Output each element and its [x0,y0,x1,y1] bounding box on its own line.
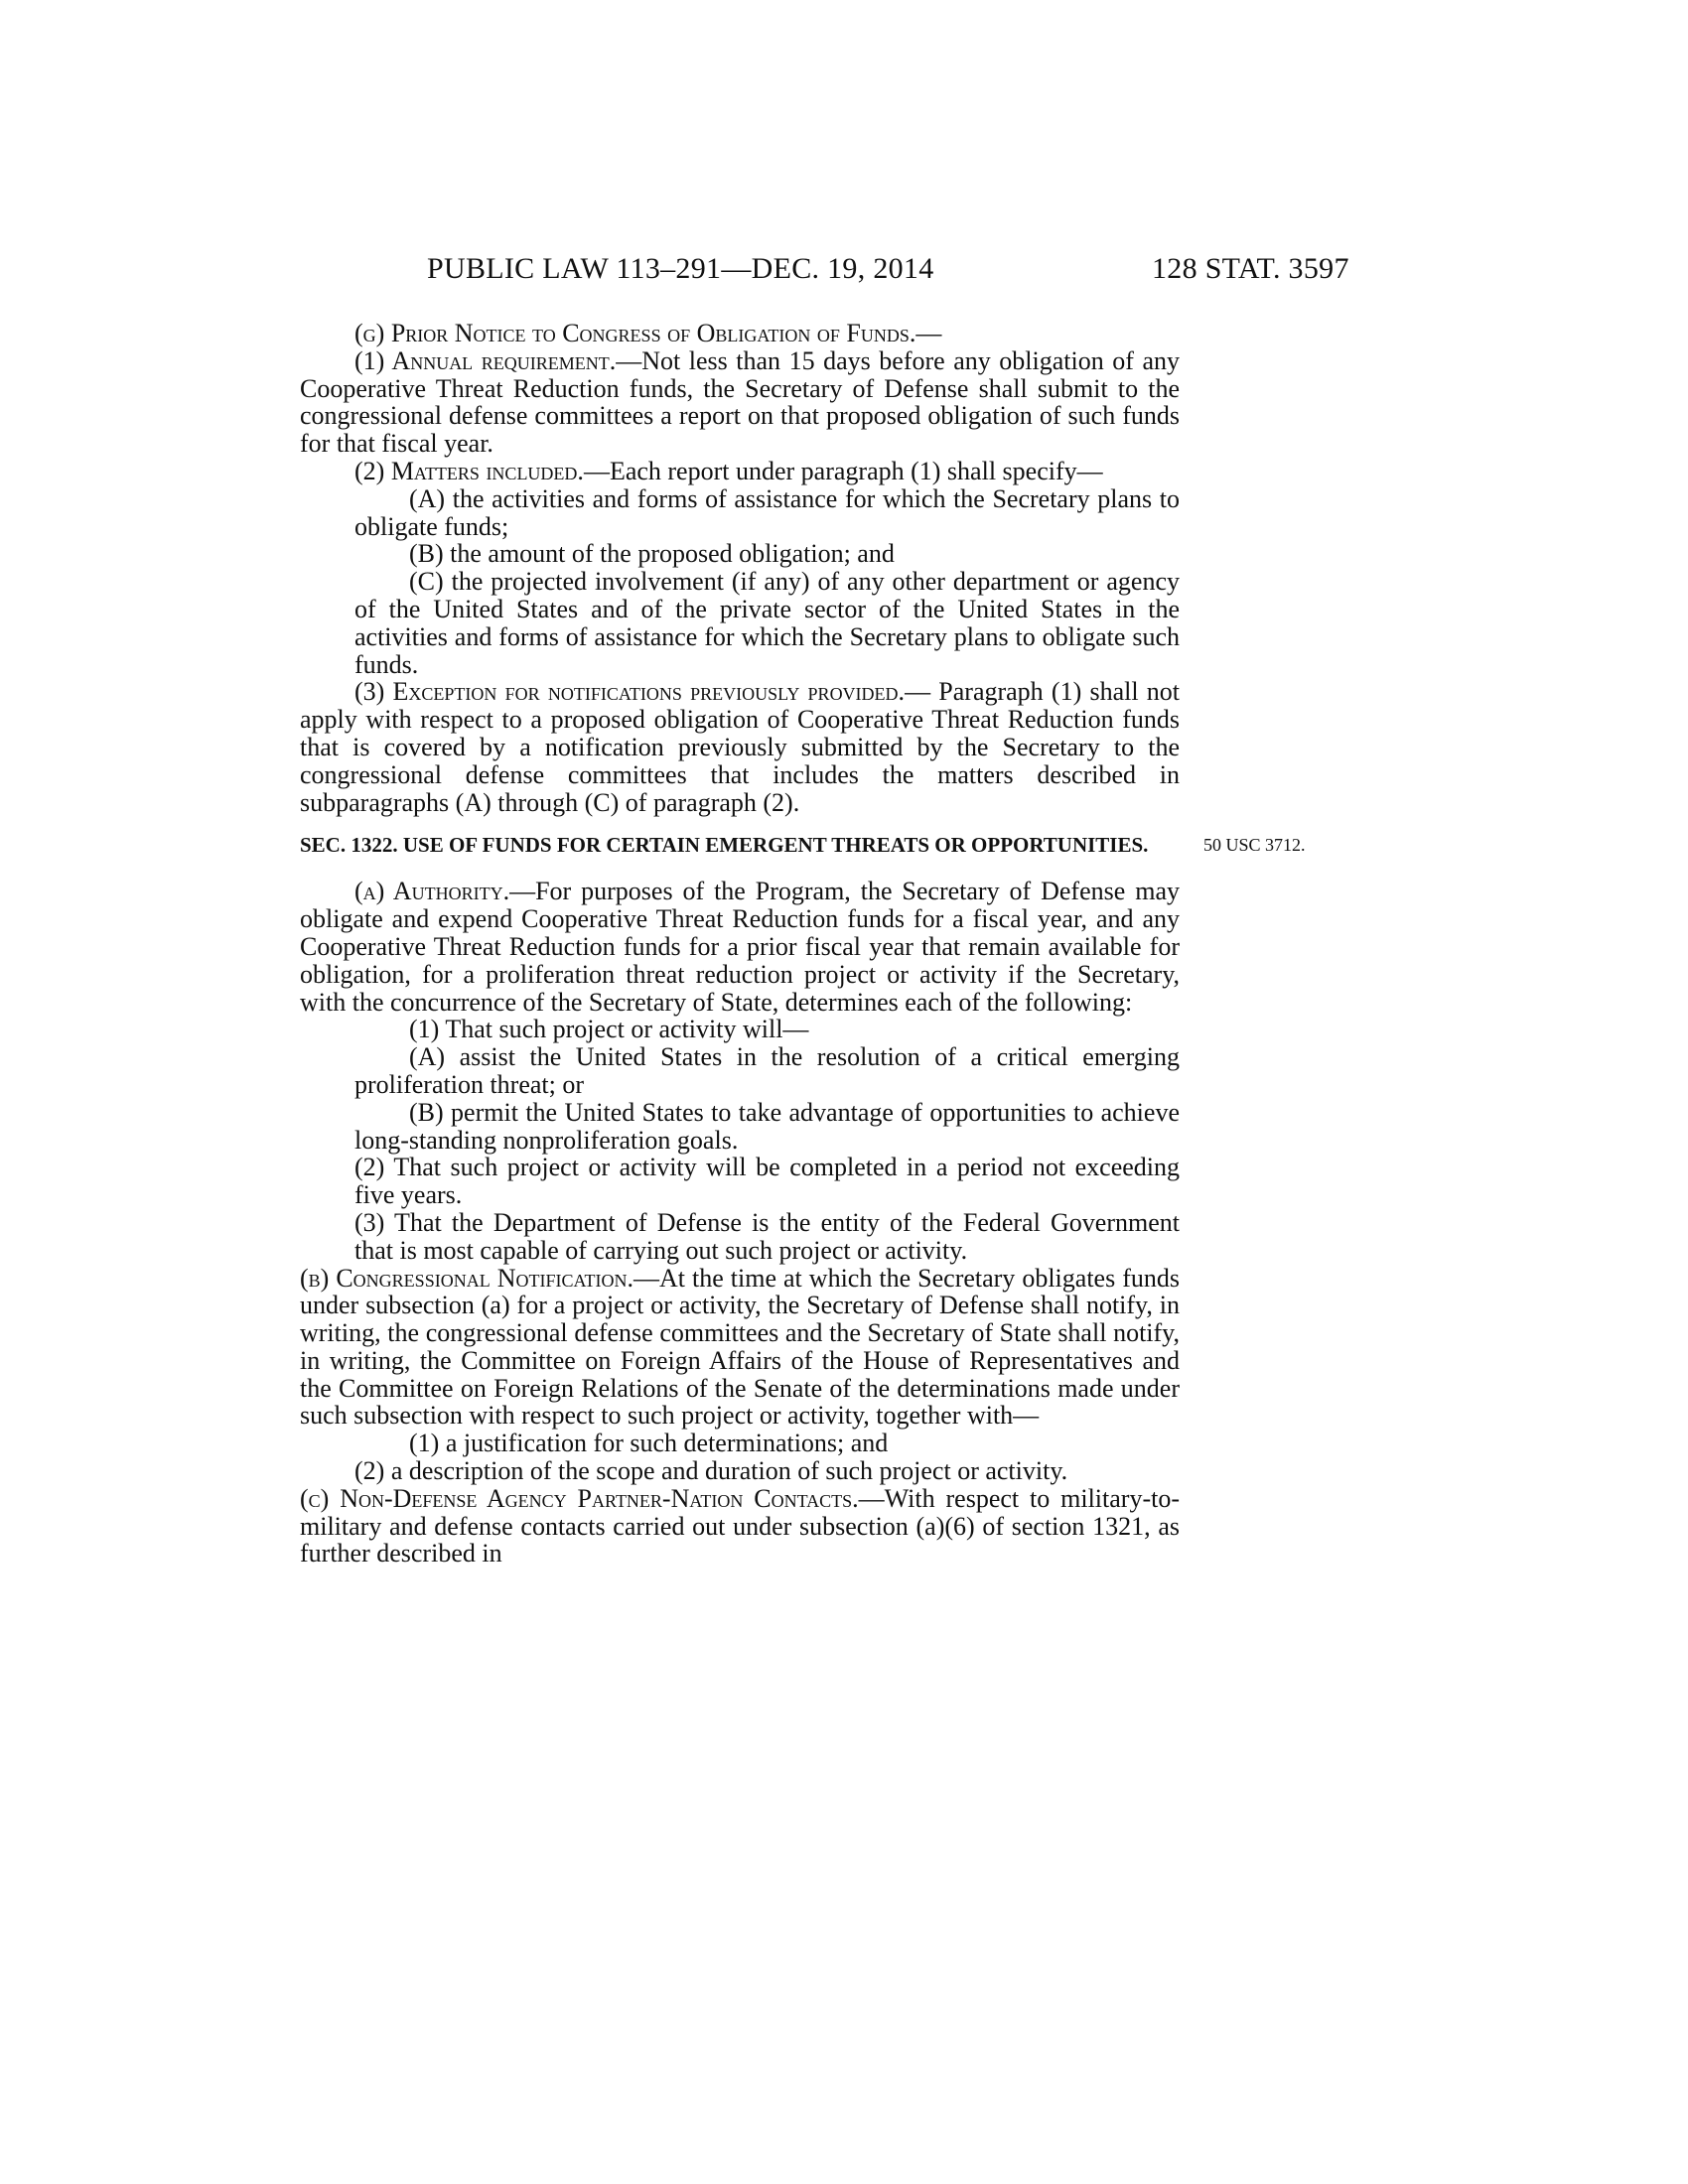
paragraph-a3: (3) That the Department of Defense is the entity of the Federal Government that is most capable of carrying out such project or activity. [354,1207,1180,1265]
subsection-g-heading: (g) Prior Notice to Congress of Obligation of Funds.— [354,319,942,347]
section-1322-heading-block [300,832,1306,858]
paragraph-b1: (1) a justification for such determinations; and [409,1429,889,1458]
subparagraph-a1-B: (B) permit the United States to take advantage of opportunities to achieve long-standing nonproliferation goals. [354,1097,1180,1155]
margin-citation: 50 USC 3712. [1203,835,1306,856]
paragraph-g1: (1) Annual requirement.—Not less than 15 days before any obligation of any Cooperative Threat Reduction funds, the Secretary of Defense shall submit to the congressional defense committees a report on that proposed obligation of such funds for that fiscal year. [300,345,1180,459]
page-citation: 128 STAT. 3597 [1152,252,1349,285]
subparagraph-g2-A: (A) the activities and forms of assistance for which the Secretary plans to obligate funds; [354,483,1180,541]
paragraph-a1: (1) That such project or activity will— [409,1015,809,1044]
subparagraph-g2-C: (C) the projected involvement (if any) of any other department or agency of the United States and of the private sector of the United States in the activities and forms of assistance for which the Secretary plans to obligate such funds. [354,567,1180,679]
section-heading: SEC. 1322. USE OF FUNDS FOR CERTAIN EMERGENT THREATS OR OPPORTUNITIES. [300,833,1149,858]
body-text [300,319,1306,1569]
subsection-b: (b) Congressional Notification.—At the time at which the Secretary obligates funds under subsection (a) for a project or activity, the Secretary of Defense shall notify, in writing, the congressional defense committees and the Secretary of State shall notify, in writing, the Committee on Foreign Affairs of the House of Representatives and the Committee on Foreign Relations of the Senate of the determinations made under such subsection with respect to such project or activity, together with— [300,1263,1180,1431]
subsection-c: (c) Non-Defense Agency Partner-Nation Contacts.—With respect to military-to-military and defense contacts carried out under subsection (a)(6) of section 1321, as further described in [300,1483,1180,1569]
paragraph-g3: (3) Exception for notifications previously provided.— Paragraph (1) shall not apply with respect to a proposed obligation of Cooperative Threat Reduction funds that is covered by a notification previously submitted by the Secretary to the congressional defense committees that includes the matters described in subparagraphs (A) through (C) of paragraph (2). [300,677,1181,817]
subparagraph-g2-B: (B) the amount of the proposed obligation; and [409,539,895,569]
paragraph-g2: (2) Matters included.—Each report under paragraph (1) shall specify— [354,456,1103,485]
paragraph-b2: (2) a description of the scope and duration of such project or activity. [354,1456,1068,1486]
running-header-title: PUBLIC LAW 113–291—DEC. 19, 2014 [427,252,934,285]
subsection-a: (a) Authority.—For purposes of the Program, the Secretary of Defense may obligate and expend Cooperative Threat Reduction funds for a fiscal year, and any Cooperative Threat Reduction funds for a prior fiscal year that remain available for obligation, for a proliferation threat reduction project or activity if the Secretary, with the concurrence of the Secretary of State, determines each of the following: [300,877,1180,1017]
paragraph-a2: (2) That such project or activity will be completed in a period not exceeding five years. [354,1153,1180,1210]
subparagraph-a1-A: (A) assist the United States in the resolution of a critical emerging proliferation threat; or [354,1042,1180,1099]
